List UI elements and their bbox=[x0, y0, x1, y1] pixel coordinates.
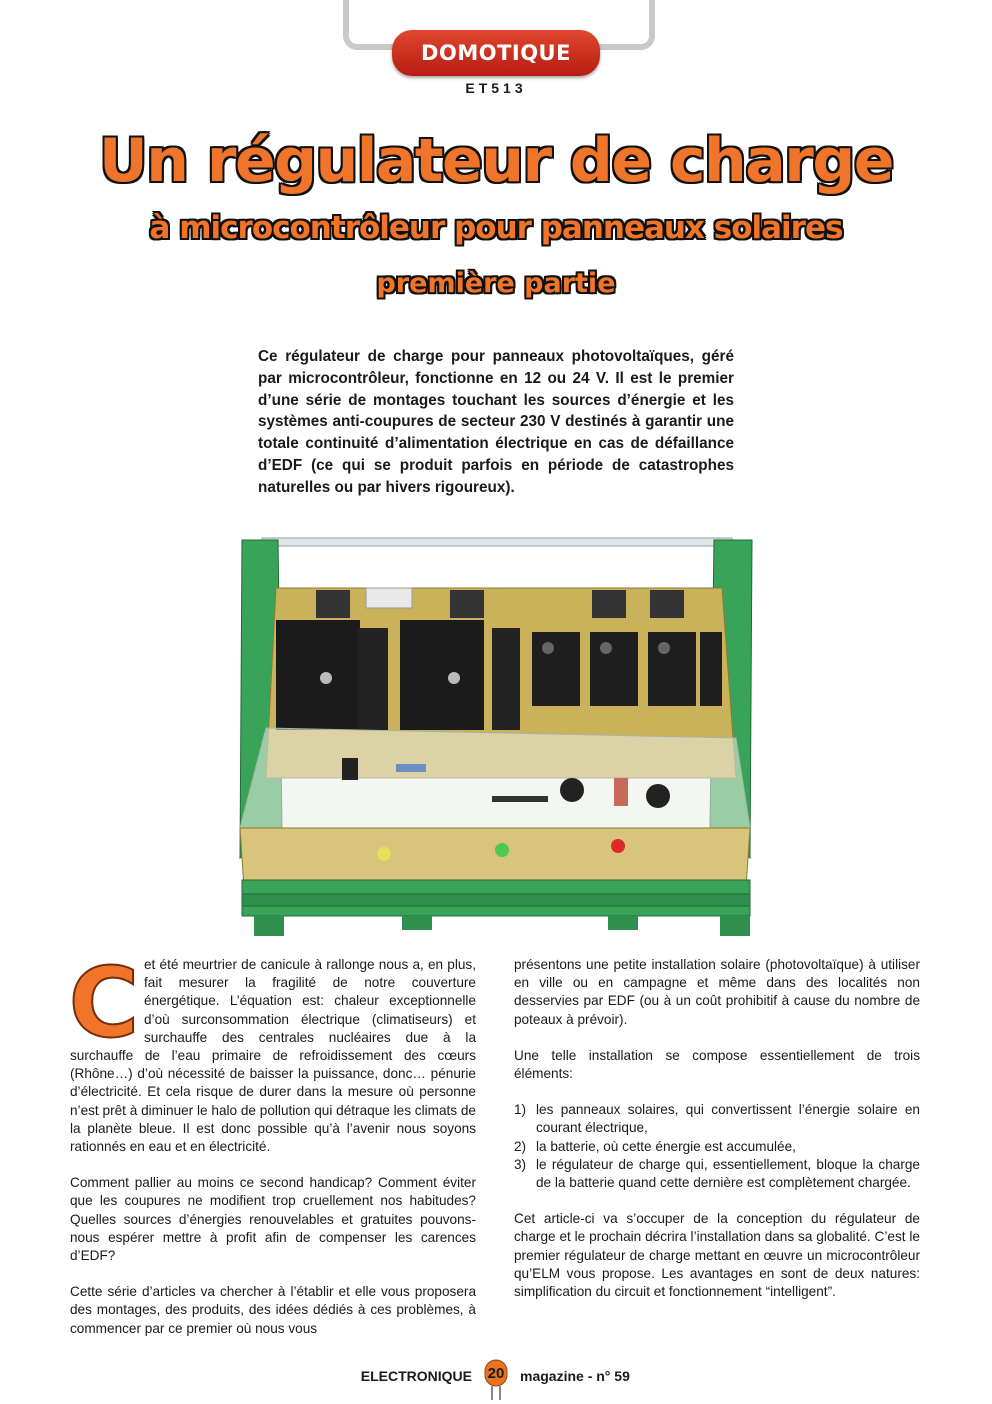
left-paragraph-1 bbox=[70, 956, 476, 1156]
list-item: 2) la batterie, où cette énergie est accumulée, bbox=[514, 1138, 796, 1154]
rubric-label: DOMOTIQUE bbox=[421, 41, 571, 65]
article-code: ET513 bbox=[465, 80, 527, 96]
list-item: 3) le régulateur de charge qui, essentiellement, bloque la charge de la batterie quand cette dernière est complètement chargée. bbox=[514, 1156, 920, 1191]
footer-magazine-name: ELECTRONIQUE bbox=[360, 1368, 472, 1384]
right-paragraph-2: Une telle installation se compose essentiellement de trois éléments: bbox=[514, 1047, 920, 1082]
left-paragraph-3: Cette série d’articles va chercher à l’établir et elle vous proposera des montages, des produits, des idées dédiés à ces problèmes, à commencer par ce premier où nous vous bbox=[70, 1284, 476, 1336]
footer-issue: magazine - n° 59 bbox=[520, 1368, 630, 1384]
title-line-1: Un régulateur de charge bbox=[99, 126, 893, 196]
dropcap bbox=[68, 956, 140, 1046]
left-paragraph-1-text: et été meurtrier de canicule à rallonge nous a, en plus, fait mesurer la fragilité de notre couverture énergétique. L’équation est: chaleur exceptionnelle d’où surconsommation électrique (climatiseurs) et surchauffe des centrales nucléaires due à la surchauffe de l’eau primaire de refroidissement des cœurs (Rhône…) d’où nécessité de baisser la puissance, donc… pénurie d’électricité. Et cela risque de durer dans la mesure où personne n’est prêt à diminuer le halo de pollution qui détraque les climats de la planète bleue. Il est donc possible qu’à l’avenir nous soyons rationnés en eau et en électricité. bbox=[70, 957, 476, 1155]
elements-list bbox=[514, 1101, 920, 1192]
right-paragraph-3: Cet article-ci va s’occuper de la conception du régulateur de charge et le prochain décrira l’installation dans sa globalité. C’est le premier régulateur de charge mettant en œuvre un microcontrôleur qu’ELM vous propose. Les avantages en sont de deux natures: simplification du circuit et fonctionnement “intelligent”. bbox=[514, 1211, 920, 1300]
left-column bbox=[70, 956, 476, 1356]
page-footer bbox=[0, 1362, 992, 1392]
left-paragraph-2: Comment pallier au moins ce second handicap? Comment éviter que les coupures ne modifient trop cruellement nos habitudes? Quelles sources d’énergies renouvelables et gratuites pouvons-nous espérer mettre à profit afin de compenser les carences d’EDF? bbox=[70, 1175, 476, 1264]
right-paragraph-1: présentons une petite installation solaire (photovoltaïque) à utiliser en ville ou en campagne et même dans des localités non desservies par EDF (ou à un coût prohibitif à cause du nombre de poteaux à prévoir). bbox=[514, 957, 920, 1027]
title-line-3: première partie bbox=[376, 268, 616, 299]
page-number: 20 bbox=[487, 1365, 505, 1382]
regulator-photo bbox=[236, 528, 756, 940]
intro-paragraph: Ce régulateur de charge pour panneaux photovoltaïques, géré par microcontrôleur, fonctionne en 12 ou 24 V. Il est le premier d’une série de montages touchant les sources d’énergie et les systèmes anti-coupures de secteur 230 V destinés à garantir une totale continuité d’alimentation électrique en cas de défaillance d’EDF (ce qui se produit parfois en période de catastrophes naturelles ou par hivers rigoureux). bbox=[258, 348, 734, 496]
list-item: 1) les panneaux solaires, qui convertissent l’énergie solaire en courant électrique, bbox=[514, 1102, 920, 1136]
section-rubric bbox=[392, 30, 600, 76]
page-number-led bbox=[483, 1362, 509, 1392]
dropcap-letter: C bbox=[68, 956, 140, 1046]
right-column bbox=[514, 956, 920, 1319]
title-line-2: à microcontrôleur pour panneaux solaires bbox=[149, 210, 843, 246]
